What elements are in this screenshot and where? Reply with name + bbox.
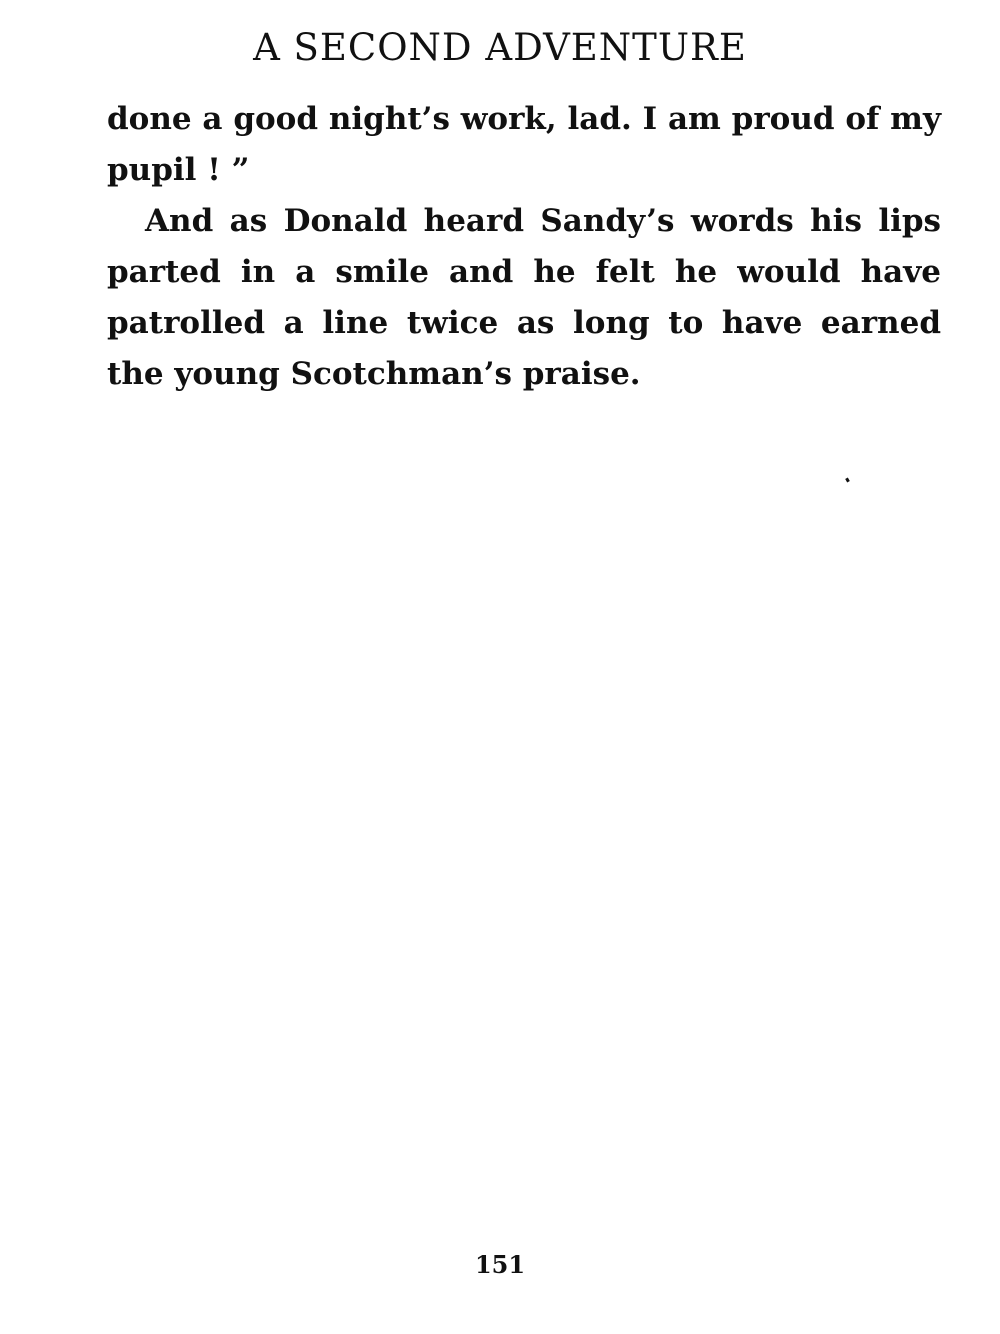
ink-speck xyxy=(845,478,850,483)
paragraph-continued: done a good night’s work, lad. I am proud of my pupil ! ” xyxy=(107,101,941,188)
running-head: A SECOND ADVENTURE xyxy=(253,26,747,69)
paragraph: And as Donald heard Sandy’s words his lips parted in a smile and he felt he would have patrolled a line twice as long to have earned the young Scotchman’s praise. xyxy=(107,203,941,392)
body-text xyxy=(107,94,941,400)
page-number: 151 xyxy=(474,1250,526,1279)
